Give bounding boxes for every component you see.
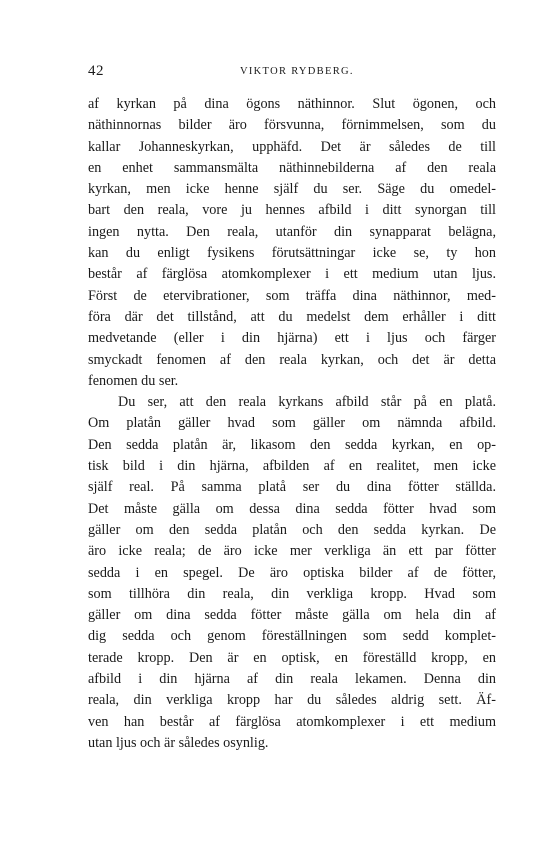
text-line: kan du enligt fysikens förutsättningar icke se, ty hon — [88, 245, 496, 262]
paragraph — [88, 392, 496, 754]
text-line: tisk bild i din hjärna, afbilden af en realitet, men icke — [88, 458, 496, 475]
body-text — [88, 94, 496, 754]
text-line: ingen nytta. Den reala, utanför din synapparat belägna, — [88, 223, 496, 240]
text-line: äro icke reala; de äro icke mer verkliga än ett par fötter — [88, 543, 496, 560]
text-line: Den sedda platån är, likasom den sedda kyrkan, en op- — [88, 436, 496, 453]
text-line: terade kropp. Den är en optisk, en föreställd kropp, en — [88, 649, 496, 666]
running-head: VIKTOR RYDBERG. — [240, 66, 354, 77]
text-line: består af färglösa atomkomplexer i ett medium utan ljus. — [88, 266, 496, 283]
page-number: 42 — [88, 63, 104, 79]
text-line: smyckadt fenomen af den reala kyrkan, och det är detta — [88, 351, 496, 368]
text-line: gäller om den sedda platån och den sedda kyrkan. De — [88, 521, 496, 538]
text-line: föra där det tillstånd, att du medelst dem erhåller i ditt — [88, 308, 496, 325]
text-line: själf real. På samma platå ser du dina fötter ställda. — [88, 479, 496, 496]
text-line: Det måste gälla om dessa dina sedda fötter hvad som — [88, 500, 496, 517]
text-line: dig sedda och genom föreställningen som sedd komplet- — [88, 628, 496, 645]
text-line: Du ser, att den reala kyrkans afbild står på en platå. — [118, 394, 496, 411]
text-line: af kyrkan på dina ögons näthinnor. Slut ögonen, och — [88, 96, 496, 112]
text-line: kallar Johanneskyrkan, upphäfd. Det är således de till — [88, 138, 496, 155]
page-header — [88, 63, 500, 81]
text-line: afbild i din hjärna af din reala lekamen. Denna din — [88, 671, 496, 688]
text-line: sedda i en spegel. De äro optiska bilder af de fötter, — [88, 564, 496, 581]
text-line: som tillhöra din reala, din verkliga kropp. Hvad som — [88, 585, 496, 602]
text-line: en enhet sammansmälta näthinnebilderna af den reala — [88, 159, 496, 176]
text-line: näthinnornas bilder äro försvunna, förnimmelsen, som du — [88, 117, 496, 134]
text-line: ven han består af färglösa atomkomplexer i ett medium — [88, 713, 496, 730]
text-line: fenomen du ser. — [88, 372, 179, 389]
text-line: reala, din verkliga kropp har du således aldrig sett. Äf- — [88, 692, 496, 709]
text-line: gäller om dina sedda fötter måste gälla om hela din af — [88, 607, 496, 624]
text-line: Först de etervibrationer, som träffa dina näthinnor, med- — [88, 287, 496, 304]
text-line: Om platån gäller hvad som gäller om nämnda afbild. — [88, 415, 496, 432]
text-line: bart den reala, vore ju hennes afbild i ditt synorgan till — [88, 202, 496, 219]
text-line: medvetande (eller i din hjärna) ett i ljus och färger — [88, 330, 496, 347]
text-line: kyrkan, men icke henne själf du ser. Säge du omedel- — [88, 181, 496, 198]
text-line: utan ljus och är således osynlig. — [88, 734, 269, 751]
paragraph — [88, 94, 496, 392]
